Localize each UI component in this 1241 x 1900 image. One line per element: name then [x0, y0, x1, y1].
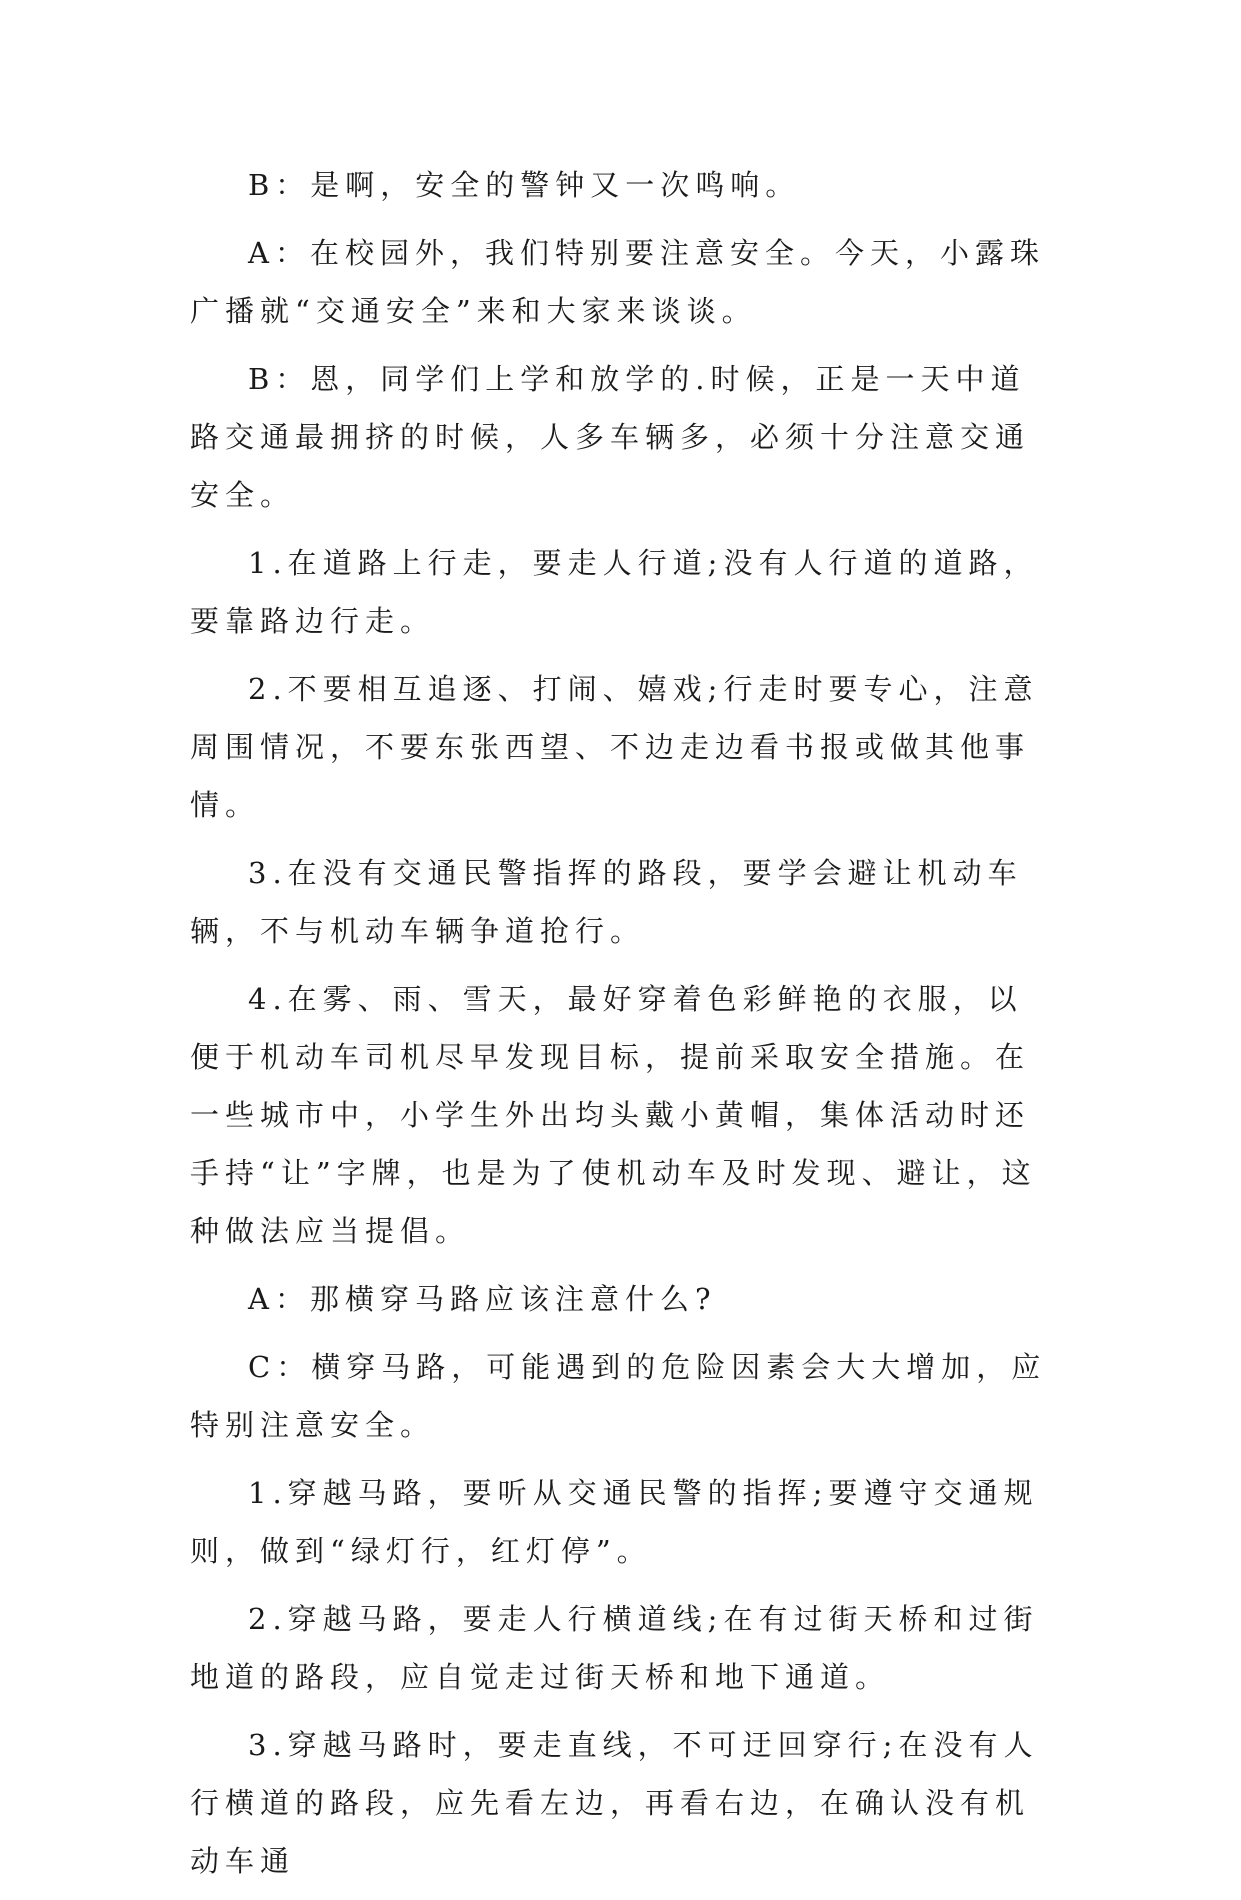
- paragraph: 1.在道路上行走，要走人行道;没有人行道的道路，要靠路边行走。: [190, 546, 1039, 638]
- paragraph: 3.穿越马路时，要走直线，不可迂回穿行;在没有人行横道的路段，应先看左边，再看右边，在确认没有机动车通: [190, 1728, 1039, 1878]
- paragraph: 2.穿越马路，要走人行横道线;在有过街天桥和过街地道的路段，应自觉走过街天桥和地下通道。: [190, 1602, 1039, 1694]
- paragraph: A：在校园外，我们特别要注意安全。今天，小露珠广播就“交通安全”来和大家来谈谈。: [190, 236, 1045, 328]
- paragraph: C：横穿马路，可能遇到的危险因素会大大增加，应特别注意安全。: [190, 1350, 1047, 1442]
- paragraph: 4.在雾、雨、雪天，最好穿着色彩鲜艳的衣服，以便于机动车司机尽早发现目标，提前采取安全措施。在一些城市中，小学生外出均头戴小黄帽，集体活动时还手持“让”字牌，也是为了使机动车及时发现、避让，这种做法应当提倡。: [190, 982, 1037, 1248]
- paragraph: 3.在没有交通民警指挥的路段，要学会避让机动车辆，不与机动车辆争道抢行。: [190, 856, 1023, 948]
- paragraph: B：是啊，安全的警钟又一次鸣响。: [248, 168, 801, 202]
- paragraph: B：恩，同学们上学和放学的.时候，正是一天中道路交通最拥挤的时候，人多车辆多，必须十分注意交通安全。: [190, 362, 1031, 512]
- paragraph: A：那横穿马路应该注意什么?: [248, 1282, 717, 1316]
- paragraph: 1.穿越马路，要听从交通民警的指挥;要遵守交通规则，做到“绿灯行，红灯停”。: [190, 1476, 1039, 1568]
- document-body: [190, 156, 1052, 1900]
- paragraph: 2.不要相互追逐、打闹、嬉戏;行走时要专心，注意周围情况，不要东张西望、不边走边看书报或做其他事情。: [190, 672, 1039, 822]
